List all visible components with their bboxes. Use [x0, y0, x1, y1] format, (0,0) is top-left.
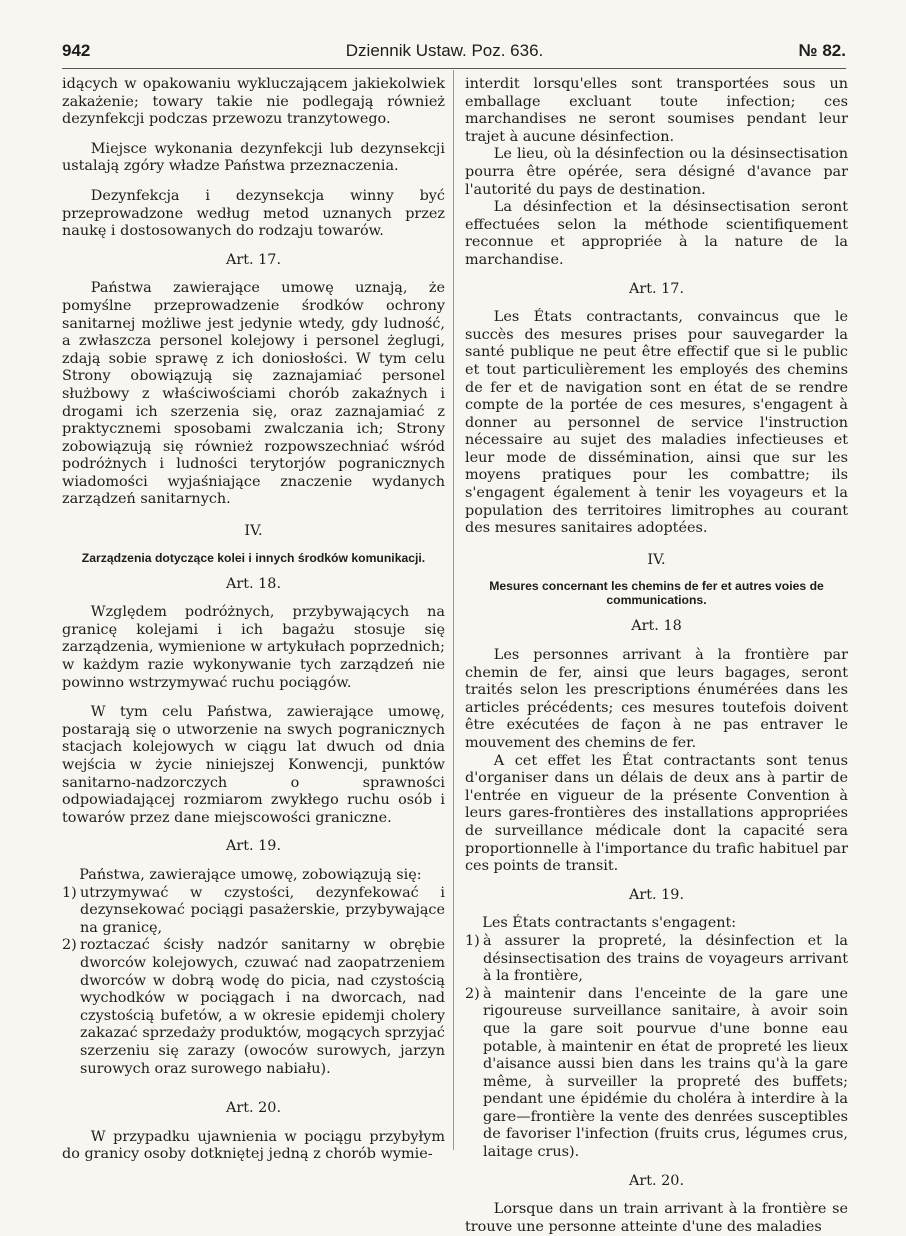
article-heading: Art. 17. [225, 251, 282, 268]
polish-column [62, 76, 445, 1164]
paragraph: Państwa, zawierające umowę, zobowiązują się: [79, 866, 422, 883]
journal-title: Dziennik Ustaw. Poz. 636. [345, 41, 544, 60]
list-marker: 2) [62, 937, 77, 954]
paragraph: Miejsce wykonania dezynfekcji lub dezynsekcji ustalają zgóry władze Państwa przeznaczenia. [62, 140, 445, 175]
paragraph: Le lieu, où la désinfection ou la désinsectisation pourra être opérée, sera désigné d'avance par l'autorité du pays de destination. [465, 146, 848, 198]
list-item [62, 937, 445, 1078]
page-header [62, 38, 846, 64]
paragraph: Lorsque dans un train arrivant à la frontière se trouve une personne atteinte d'une des maladies [465, 1201, 848, 1235]
section-number: IV. [244, 523, 263, 540]
list-text: utrzymywać w czystości, dezynfekować i dezynsekować pociągi pasażerskie, przybywające na granicę, [80, 884, 445, 936]
paragraph: Les personnes arrivant à la frontière par chemin de fer, ainsi que leurs bagages, seront traités selon les prescriptions énumérées dans les articles précédents; ces mesures toutefois doivent être exécutées de façon à ne pas entraver le mouvement des chemins de fer. [465, 647, 848, 751]
article-heading: Art. 18. [225, 575, 282, 592]
paragraph: W tym celu Państwa, zawierające umowę, postarają się o utworzenie na swych pogranicznych stacjach kolejowych w ciągu lat dwuch od dnia wejścia w życie niniejszej Konwencji, punktów sanitarno-nadzorczych o sprawności odpowiadającej rozmiarom zwykłego ruchu osób i towarów przez dane miejscowości graniczne. [62, 704, 445, 826]
column-divider [453, 70, 454, 1150]
article-heading: Art. 19. [225, 838, 282, 855]
list-text: à assurer la propreté, la désinfection et la désinsectisation des trains de voyageurs arrivant à la frontière, [483, 932, 848, 985]
paragraph: La désinfection et la désinsectisation seront effectuées selon la méthode scientifiquement reconnue et appropriée à la nature de la marchandise. [465, 199, 848, 268]
list-item [62, 885, 445, 938]
section-number: IV. [647, 551, 666, 568]
list-text: roztaczać ścisły nadzór sanitarny w obrębie dworców kolejowych, czuwać nad zaopatrzeniem dworców w dobrą wodę do picia, nad czystością wychodków w pociągach i na dworcach, nad czystością bufetów, a w okresie epidemji cholery zakazać sprzedaży produktów, mogących sprzyjać szerzeniu się zarazy (owoców surowych, jarzyn surowych oraz surowego nabiału). [80, 937, 445, 1077]
header-rule [62, 68, 846, 69]
paragraph: Les États contractants, convaincus que le succès des mesures prises pour sauvegarder la santé publique ne peut être effectif que si le public et tout particulièrement les employés des chemins de fer et de navigation sont en état de se rendre compte de la portée de ces mesures, s'engagent à donner au personnel de service l'instruction nécessaire au sujet des maladies infectieuses et leur mode de dissémination, ainsi que sur les moyens pratiques pour les combattre; ils s'engagent également à tenir les voyageurs et la population des territoires limitrophes au courant des mesures sanitaires adoptées. [465, 309, 848, 537]
paragraph: interdit lorsqu'elles sont transportées sous un emballage excluant toute infection; ces marchandises ne seront soumises pendant leur trajet à aucune désinfection. [465, 76, 848, 145]
list-marker: 1) [62, 884, 77, 901]
issue-number: № 82. [798, 41, 846, 60]
paragraph: Les États contractants s'engagent: [482, 915, 737, 932]
list-item [465, 986, 848, 1162]
section-heading: Mesures concernant les chemins de fer et autres voies de communications. [489, 579, 824, 608]
list-text: à maintenir dans l'enceinte de la gare une rigoureuse surveillance sanitaire, à avoir soin que la gare soit pourvue d'une bonne eau potable, à maintenir en état de propreté les lieux d'aisance aussi bien dans les trains qu'à la gare même, à surveiller la propreté des buffets; pendant une épidémie du choléra à interdire à la gare—frontière la vente des denrées susceptibles de favoriser l'infection (fruits crus, légumes crus, laitage crus). [483, 985, 848, 1161]
paragraph: idących w opakowaniu wykluczającem jakiekolwiek zakażenie; towary takie nie podlegają również dezynfekcji podczas przewozu tranzytowego. [62, 76, 445, 128]
article-heading: Art. 19. [628, 886, 685, 903]
paragraph: Względem podróżnych, przybywających na granicę kolejami i ich bagażu stosuje się zarządzenia, wymienione w artykułach poprzednich; w każdym razie wykonywanie tych zarządzeń nie powinno wstrzymywać ruchu pociągów. [62, 604, 445, 691]
paragraph: A cet effet les État contractants sont tenus d'organiser dans un délais de deux ans à partir de l'entrée en vigueur de la présente Convention à leurs gares-frontières des installations appropriées de surveillance médicale dont la capacité sera proportionnelle à l'importance du trafic habituel par ces points de transit. [465, 752, 849, 875]
paragraph: W przypadku ujawnienia w pociągu przybyłym do granicy osoby dotkniętej jedną z chorób wymie- [62, 1128, 445, 1163]
section-heading: Zarządzenia dotyczące kolei i innych środków komunikacji. [81, 550, 426, 565]
article-heading: Art. 18 [631, 618, 682, 635]
page-number: 942 [62, 41, 91, 60]
article-heading: Art. 17. [628, 280, 685, 297]
list-marker: 1) [465, 932, 480, 949]
paragraph: Państwa zawierające umowę uznają, że pomyślne przeprowadzenie środków ochrony sanitarnej możliwe jest jedynie wtedy, gdy ludność, a zwłaszcza personel kolejowy i personel żeglugi, zdają sobie sprawę z ich doniosłości. W tym celu Strony obowiązują się zaznajamiać personel służbowy z właściwościami chorób zakaźnych i drogami ich szerzenia się, oraz zaznajamiać z praktycznemi sposobami zwalczania ich; Strony zobowiązują się również rozpowszechniać wśród podróżnych i ludności terytorjów pogranicznych wiadomości wyjaśniające znaczenie wydanych zarządzeń sanitarnych. [62, 280, 445, 508]
paragraph: Dezynfekcja i dezynsekcja winny być przeprowadzone według metod uznanych przez naukę i dostosowanych do rodzaju towarów. [62, 187, 445, 240]
list-marker: 2) [465, 985, 480, 1002]
article-heading: Art. 20. [628, 1172, 685, 1189]
french-column [465, 76, 848, 1236]
list-item [465, 933, 848, 986]
article-heading: Art. 20. [225, 1100, 282, 1117]
